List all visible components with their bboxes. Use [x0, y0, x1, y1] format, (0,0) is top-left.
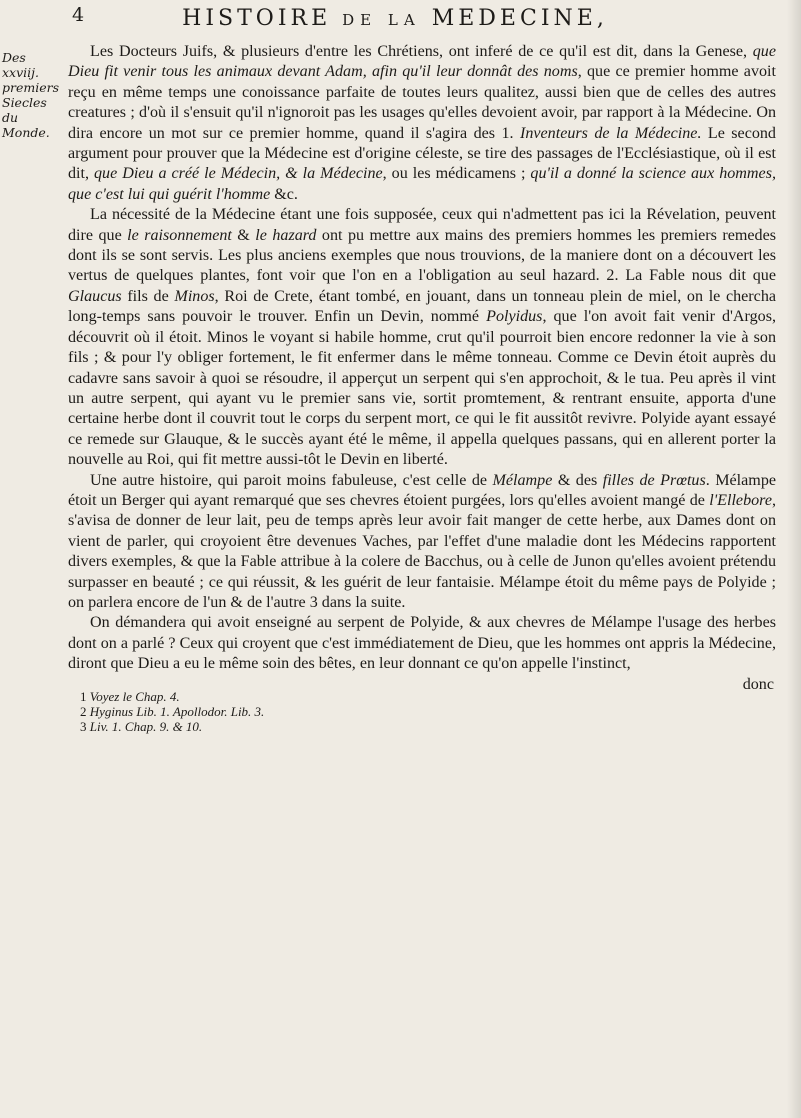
margin-note	[2, 50, 64, 140]
running-head-title: HISTOIRE	[182, 6, 332, 31]
page-edge-shadow	[787, 0, 801, 1118]
paragraph-glaucus: La nécessité de la Médecine étant une fois supposée, ceux qui n'admettent pas ici la Révelation, peuvent dire que le raisonnement & le hazard ont pu mettre aux mains des premiers hommes les premiers remedes dont ils se sont servis. Les plus anciens exemples que nous trouvions, de la maniere dont on a découvert les vertus de quelques plantes, font voir que l'on en a l'obligation au seul hazard. 2. La Fable nous dit que Glaucus fils de Minos, Roi de Crete, étant tombé, en jouant, dans un tonneau plein de miel, on le chercha long-temps sans pouvoir le trouver. Enfin un Devin, nommé Polyidus, que l'on avoit fait venir d'Argos, découvrit où il étoit. Minos le voyant si habile homme, crut qu'il pourroit bien encore redonner la vie à son fils ; & pour l'y obliger fortement, le fit enfermer dans le même tonneau. Comme ce Devin étoit auprès du cadavre sans savoir à quoi se résoudre, il apperçut un serpent qui s'en approchoit, & le tua. Peu après il vint un autre serpent, qui ayant vu le premier sans vie, sortit promtement, & rentrant ensuite, apporta d'une certaine herbe dont il couvrit tout le corps du serpent mort, ce qui le fit aussitôt revivre. Polyide ayant essayé ce remede sur Glauque, & le succès ayant été le même, il appella quelques passans, qui en allerent porter la nouvelle au Roi, qui fit mettre aussi-tôt le Devin en liberté.	[68, 206, 777, 469]
catchword: donc	[742, 675, 774, 693]
footnote: 3 Liv. 1. Chap. 9. & 10.	[80, 719, 203, 734]
paragraph-instinct: On démandera qui avoit enseigné au serpent de Polyide, & aux chevres de Mélampe l'usage des herbes dont on a parlé ? Ceux qui croyent que c'est immédiatement de Dieu, que les hommes ont appris la Médecine, diront que Dieu a eu le même soin des bêtes, en leur donnant ce qu'on appelle l'instinct,	[68, 614, 776, 673]
footnote: 2 Hyginus Lib. 1. Apollodor. Lib. 3.	[80, 704, 265, 719]
margin-note-line: Monde.	[2, 125, 50, 140]
page-number: 4	[72, 4, 85, 26]
running-head	[110, 6, 680, 31]
margin-note-line: premiers	[2, 80, 60, 95]
margin-note-line: Siecles du	[2, 95, 47, 125]
running-head-subject: MEDECINE,	[431, 6, 608, 31]
running-head-connector: DE LA	[342, 11, 421, 29]
footnotes	[68, 689, 776, 734]
footnote: 1 Voyez le Chap. 4.	[80, 689, 180, 704]
margin-note-line: Des	[2, 50, 26, 65]
paragraph-melampe: Une autre histoire, qui paroit moins fabuleuse, c'est celle de Mélampe & des filles de Prœtus. Mélampe étoit un Berger qui ayant remarqué que ses chevres étoient purgées, lors qu'elles avoient mangé de l'Ellebore, s'avisa de donner de leur lait, peu de temps après leur avoir fait manger de cette herbe, aux Dames dont on vient de parler, qui croyoient être devenues Vaches, par l'effet d'une maladie dont les Médecins rapportent divers exemples, & que la Fable attribue à la colere de Bacchus, ou à celle de Junon qu'elles avoient prétendu surpasser en beauté ; ce qui réussit, & les guérit de leur fantaisie. Mélampe étoit du même pays de Polyide ; on parlera encore de l'un & de l'autre 3 dans la suite.	[68, 471, 777, 611]
margin-note-line: xxviij.	[2, 65, 40, 80]
body-text	[68, 42, 776, 734]
paragraph-docteurs-juifs: Les Docteurs Juifs, & plusieurs d'entre les Chrétiens, ont inferé de ce qu'il est dit, dans la Genese, que Dieu fit venir tous les animaux devant Adam, afin qu'il leur donnât des noms, que ce premier homme avoit reçu en même temps une conoissance parfaite de toutes leurs qualitez, aussi bien que de celles des autres creatures ; d'où il s'ensuit qu'il n'ignoroit pas les usages qu'elles devoient avoir, par rapport à la Médecine. On dira encore un mot sur ce premier homme, quand il s'agira des 1. Inventeurs de la Médecine. Le second argument pour prouver que la Médecine est d'origine céleste, se tire des passages de l'Ecclésiastique, où il est dit, que Dieu a créé le Médecin, & la Médecine, ou les médicamens ; qu'il a donné la science aux hommes, que c'est lui qui guérit l'homme &c.	[68, 43, 776, 203]
